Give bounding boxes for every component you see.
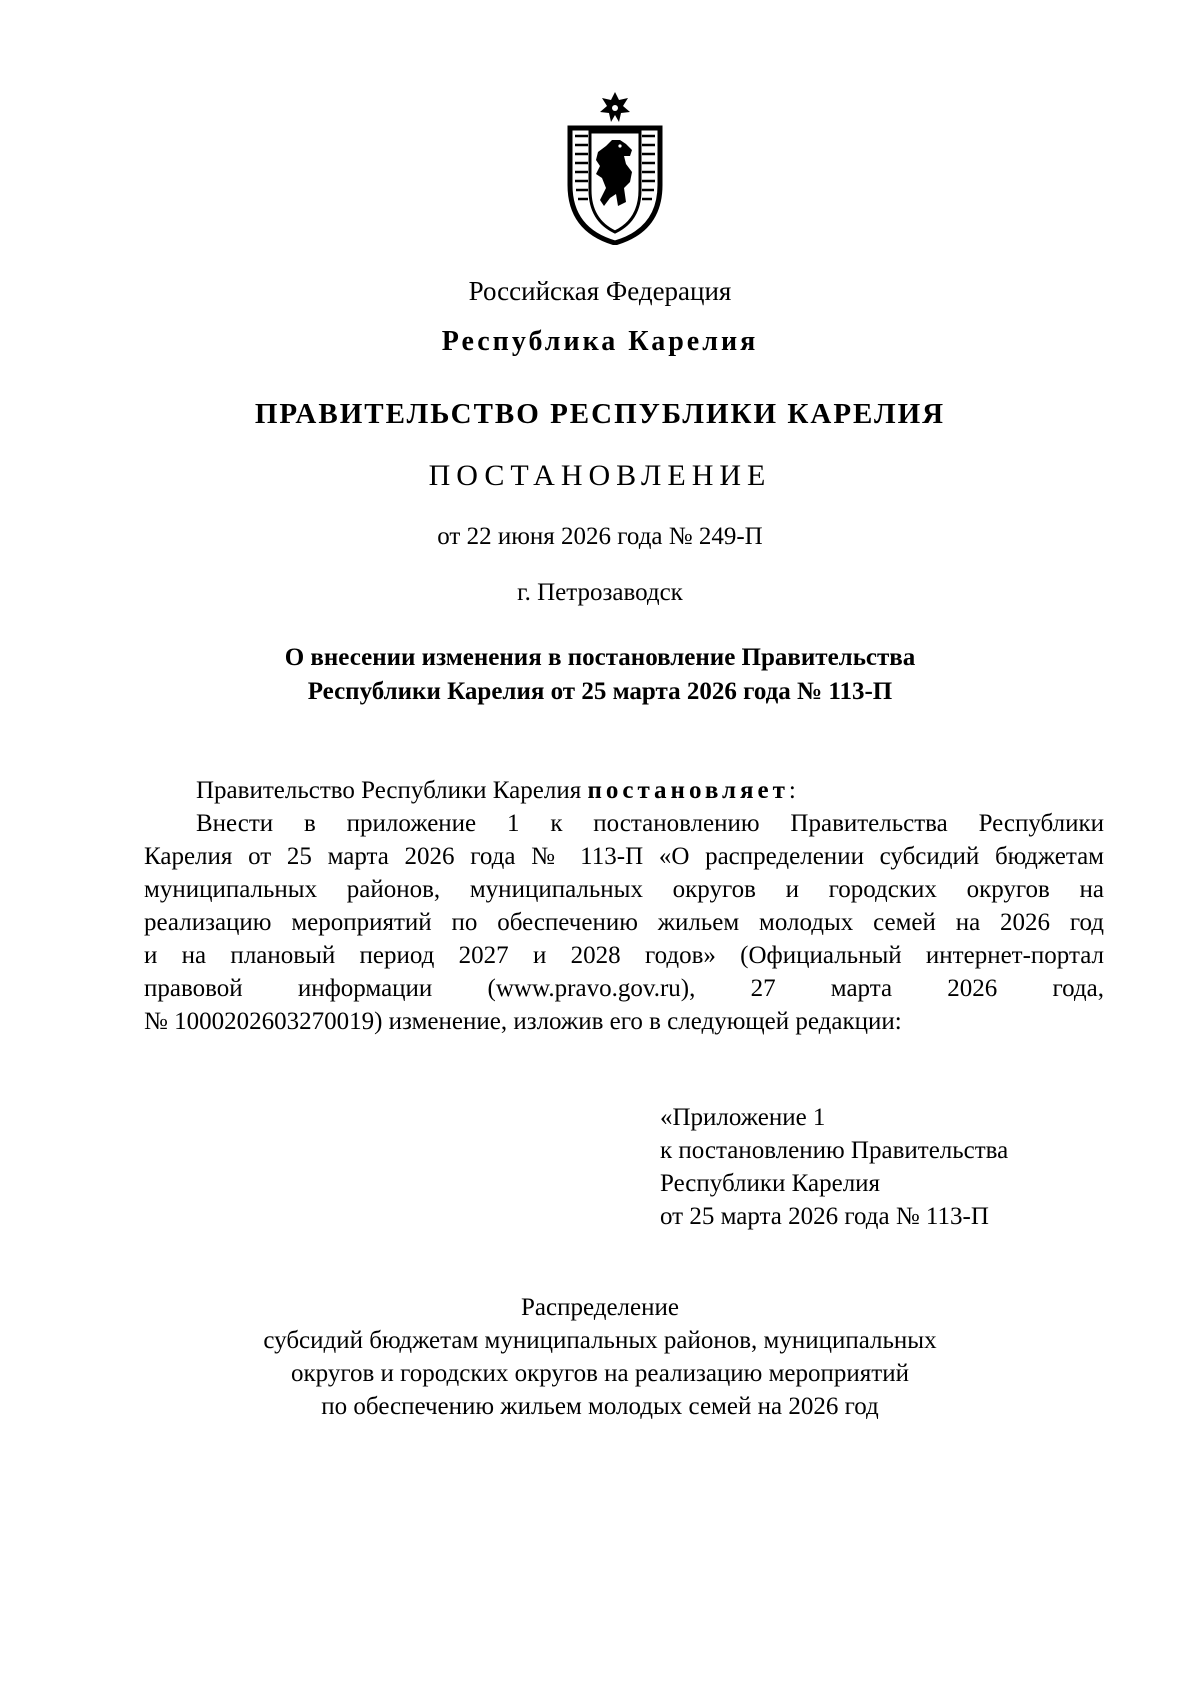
decree-intro-text: Правительство Республики Карелия: [196, 777, 588, 804]
paragraph-line: муниципальных районов, муниципальных округов и городских округов на: [144, 876, 1104, 903]
document-city: г. Петрозаводск: [517, 579, 683, 606]
appendix-reference: [660, 1101, 1008, 1233]
document-title-line: Республики Карелия от 25 марта 2026 года № 113-П: [307, 678, 893, 705]
appendix-line: Республики Карелия: [660, 1170, 881, 1197]
karelia-coat-of-arms-icon: [560, 90, 670, 245]
paragraph-line: Карелия от 25 марта 2026 года № 113-П «О распределении субсидий бюджетам: [144, 843, 1104, 870]
appendix-line: к постановлению Правительства: [660, 1137, 1009, 1164]
country-name: Российская Федерация: [468, 276, 732, 306]
distribution-heading-line: округов и городских округов на реализацию мероприятий: [291, 1360, 909, 1387]
document-title: [0, 641, 1200, 709]
paragraph-line: и на плановый период 2027 и 2028 годов» (Официальный интернет-портал: [144, 942, 1104, 969]
paragraph-line: правовой информации (www.pravo.gov.ru), 27 марта 2026 года,: [144, 975, 1104, 1002]
republic-name: Республика Карелия: [441, 326, 759, 357]
document-title-line: О внесении изменения в постановление Правительства: [284, 644, 916, 671]
paragraph-line: Внести в приложение 1 к постановлению Правительства Республики: [196, 810, 1104, 837]
distribution-heading-line: по обеспечению жильем молодых семей на 2026 год: [321, 1393, 879, 1420]
decree-keyword: постановляет: [587, 777, 789, 804]
decree-intro-colon: :: [788, 777, 796, 804]
distribution-heading: [0, 1291, 1200, 1423]
appendix-line: «Приложение 1: [660, 1104, 826, 1131]
document-body: [144, 774, 1104, 1038]
document-type: ПОСТАНОВЛЕНИЕ: [428, 459, 772, 492]
distribution-heading-line: Распределение: [521, 1294, 679, 1321]
distribution-heading-line: субсидий бюджетам муниципальных районов, муниципальных: [263, 1327, 937, 1354]
decree-intro: [144, 774, 1104, 807]
document-date-number: от 22 июня 2026 года № 249-П: [437, 523, 763, 550]
government-name: ПРАВИТЕЛЬСТВО РЕСПУБЛИКИ КАРЕЛИЯ: [254, 398, 946, 430]
appendix-line: от 25 марта 2026 года № 113-П: [660, 1203, 989, 1230]
paragraph-line: реализацию мероприятий по обеспечению жильем молодых семей на 2026 год: [144, 909, 1104, 936]
paragraph-line: № 1000202603270019) изменение, изложив его в следующей редакции:: [144, 1008, 902, 1035]
